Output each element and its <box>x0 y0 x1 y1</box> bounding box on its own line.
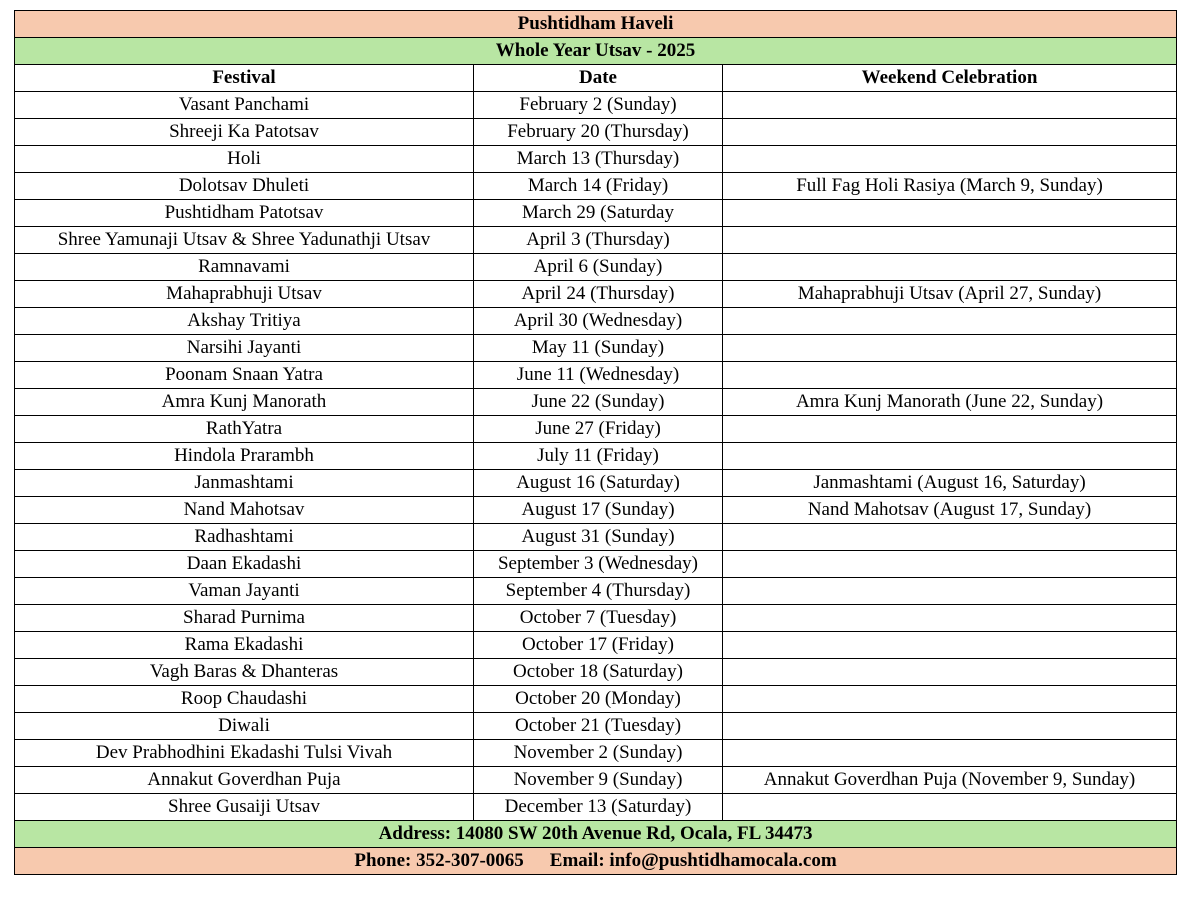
weekend-celebration-cell: Annakut Goverdhan Puja (November 9, Sunday) <box>723 767 1177 794</box>
utsav-table <box>14 10 1177 875</box>
date-cell: March 29 (Saturday <box>474 200 723 227</box>
weekend-celebration-cell <box>723 362 1177 389</box>
table-row <box>15 713 1177 740</box>
phone-text: Phone: 352-307-0065 <box>354 850 524 871</box>
date-cell: April 30 (Wednesday) <box>474 308 723 335</box>
festival-cell: Radhashtami <box>15 524 474 551</box>
weekend-celebration-cell <box>723 443 1177 470</box>
date-cell: June 11 (Wednesday) <box>474 362 723 389</box>
weekend-celebration-cell <box>723 308 1177 335</box>
weekend-celebration-cell <box>723 605 1177 632</box>
festival-cell: Shreeji Ka Patotsav <box>15 119 474 146</box>
weekend-celebration-cell <box>723 416 1177 443</box>
festival-cell: Mahaprabhuji Utsav <box>15 281 474 308</box>
table-row <box>15 767 1177 794</box>
table-row <box>15 362 1177 389</box>
date-cell: June 27 (Friday) <box>474 416 723 443</box>
weekend-celebration-cell <box>723 227 1177 254</box>
festival-cell: Daan Ekadashi <box>15 551 474 578</box>
festival-cell: Annakut Goverdhan Puja <box>15 767 474 794</box>
table-row <box>15 740 1177 767</box>
weekend-celebration-cell: Janmashtami (August 16, Saturday) <box>723 470 1177 497</box>
date-cell: March 13 (Thursday) <box>474 146 723 173</box>
weekend-celebration-cell <box>723 686 1177 713</box>
page-title: Pushtidham Haveli <box>15 11 1177 38</box>
festival-column-header: Festival <box>15 65 474 92</box>
date-cell: December 13 (Saturday) <box>474 794 723 821</box>
festival-cell: Pushtidham Patotsav <box>15 200 474 227</box>
festival-cell: Nand Mahotsav <box>15 497 474 524</box>
weekend-celebration-cell <box>723 551 1177 578</box>
email-text: Email: info@pushtidhamocala.com <box>549 850 837 871</box>
festival-cell: Roop Chaudashi <box>15 686 474 713</box>
festival-cell: Hindola Prarambh <box>15 443 474 470</box>
table-row <box>15 119 1177 146</box>
table-row <box>15 578 1177 605</box>
table-row <box>15 173 1177 200</box>
festival-cell: Akshay Tritiya <box>15 308 474 335</box>
date-cell: April 24 (Thursday) <box>474 281 723 308</box>
weekend-celebration-cell <box>723 254 1177 281</box>
festival-cell: Vaman Jayanti <box>15 578 474 605</box>
festival-cell: Ramnavami <box>15 254 474 281</box>
weekend-celebration-cell <box>723 632 1177 659</box>
festival-cell: Janmashtami <box>15 470 474 497</box>
footer-body <box>15 821 1177 875</box>
date-cell: October 7 (Tuesday) <box>474 605 723 632</box>
address-text: Address: 14080 SW 20th Avenue Rd, Ocala, FL 34473 <box>15 821 1177 848</box>
date-cell: October 21 (Tuesday) <box>474 713 723 740</box>
table-row <box>15 92 1177 119</box>
date-cell: May 11 (Sunday) <box>474 335 723 362</box>
date-cell: February 2 (Sunday) <box>474 92 723 119</box>
weekend-celebration-cell <box>723 578 1177 605</box>
date-cell: October 20 (Monday) <box>474 686 723 713</box>
weekend-celebration-cell: Full Fag Holi Rasiya (March 9, Sunday) <box>723 173 1177 200</box>
table-row <box>15 659 1177 686</box>
weekend-celebration-cell <box>723 713 1177 740</box>
table-row <box>15 308 1177 335</box>
weekend-celebration-cell <box>723 524 1177 551</box>
table-row <box>15 497 1177 524</box>
table-row <box>15 146 1177 173</box>
table-row <box>15 470 1177 497</box>
weekend-celebration-cell <box>723 200 1177 227</box>
table-row <box>15 227 1177 254</box>
weekend-celebration-cell: Nand Mahotsav (August 17, Sunday) <box>723 497 1177 524</box>
festival-cell: Shree Gusaiji Utsav <box>15 794 474 821</box>
festival-cell: Poonam Snaan Yatra <box>15 362 474 389</box>
table-row <box>15 389 1177 416</box>
table-row <box>15 335 1177 362</box>
date-cell: August 17 (Sunday) <box>474 497 723 524</box>
date-cell: April 6 (Sunday) <box>474 254 723 281</box>
festival-cell: Shree Yamunaji Utsav & Shree Yadunathji Utsav <box>15 227 474 254</box>
festival-cell: Diwali <box>15 713 474 740</box>
date-cell: October 17 (Friday) <box>474 632 723 659</box>
festival-cell: Holi <box>15 146 474 173</box>
festival-cell: Sharad Purnima <box>15 605 474 632</box>
weekend-celebration-cell <box>723 335 1177 362</box>
date-cell: September 4 (Thursday) <box>474 578 723 605</box>
weekend-celebration-cell <box>723 119 1177 146</box>
date-cell: November 9 (Sunday) <box>474 767 723 794</box>
address-row <box>15 821 1177 848</box>
table-row <box>15 605 1177 632</box>
table-row <box>15 200 1177 227</box>
table-row <box>15 281 1177 308</box>
weekend-celebration-cell <box>723 794 1177 821</box>
festival-cell: Dev Prabhodhini Ekadashi Tulsi Vivah <box>15 740 474 767</box>
table-row <box>15 416 1177 443</box>
festival-cell: Vasant Panchami <box>15 92 474 119</box>
date-cell: November 2 (Sunday) <box>474 740 723 767</box>
date-cell: August 31 (Sunday) <box>474 524 723 551</box>
weekend-celebration-cell: Mahaprabhuji Utsav (April 27, Sunday) <box>723 281 1177 308</box>
festival-rows <box>15 92 1177 821</box>
date-cell: September 3 (Wednesday) <box>474 551 723 578</box>
festival-cell: Narsihi Jayanti <box>15 335 474 362</box>
contact-row <box>15 848 1177 875</box>
weekend-celebration-cell <box>723 659 1177 686</box>
weekend-celebration-cell <box>723 146 1177 173</box>
date-cell: October 18 (Saturday) <box>474 659 723 686</box>
festival-cell: Dolotsav Dhuleti <box>15 173 474 200</box>
date-cell: August 16 (Saturday) <box>474 470 723 497</box>
weekend-celebration-cell <box>723 740 1177 767</box>
table-row <box>15 254 1177 281</box>
utsav-table-body <box>15 11 1177 92</box>
table-row <box>15 686 1177 713</box>
table-row <box>15 551 1177 578</box>
festival-cell: Amra Kunj Manorath <box>15 389 474 416</box>
contact-cell <box>15 848 1177 875</box>
table-row <box>15 524 1177 551</box>
column-header-row <box>15 65 1177 92</box>
weekend-celebration-cell <box>723 92 1177 119</box>
title-row <box>15 11 1177 38</box>
utsav-schedule-sheet <box>14 10 1176 875</box>
festival-cell: Vagh Baras & Dhanteras <box>15 659 474 686</box>
page-subtitle: Whole Year Utsav - 2025 <box>15 38 1177 65</box>
table-row <box>15 794 1177 821</box>
weekend-column-header: Weekend Celebration <box>723 65 1177 92</box>
table-row <box>15 632 1177 659</box>
date-cell: July 11 (Friday) <box>474 443 723 470</box>
table-row <box>15 443 1177 470</box>
date-column-header: Date <box>474 65 723 92</box>
festival-cell: RathYatra <box>15 416 474 443</box>
subtitle-row <box>15 38 1177 65</box>
weekend-celebration-cell: Amra Kunj Manorath (June 22, Sunday) <box>723 389 1177 416</box>
date-cell: June 22 (Sunday) <box>474 389 723 416</box>
date-cell: April 3 (Thursday) <box>474 227 723 254</box>
festival-cell: Rama Ekadashi <box>15 632 474 659</box>
date-cell: March 14 (Friday) <box>474 173 723 200</box>
date-cell: February 20 (Thursday) <box>474 119 723 146</box>
